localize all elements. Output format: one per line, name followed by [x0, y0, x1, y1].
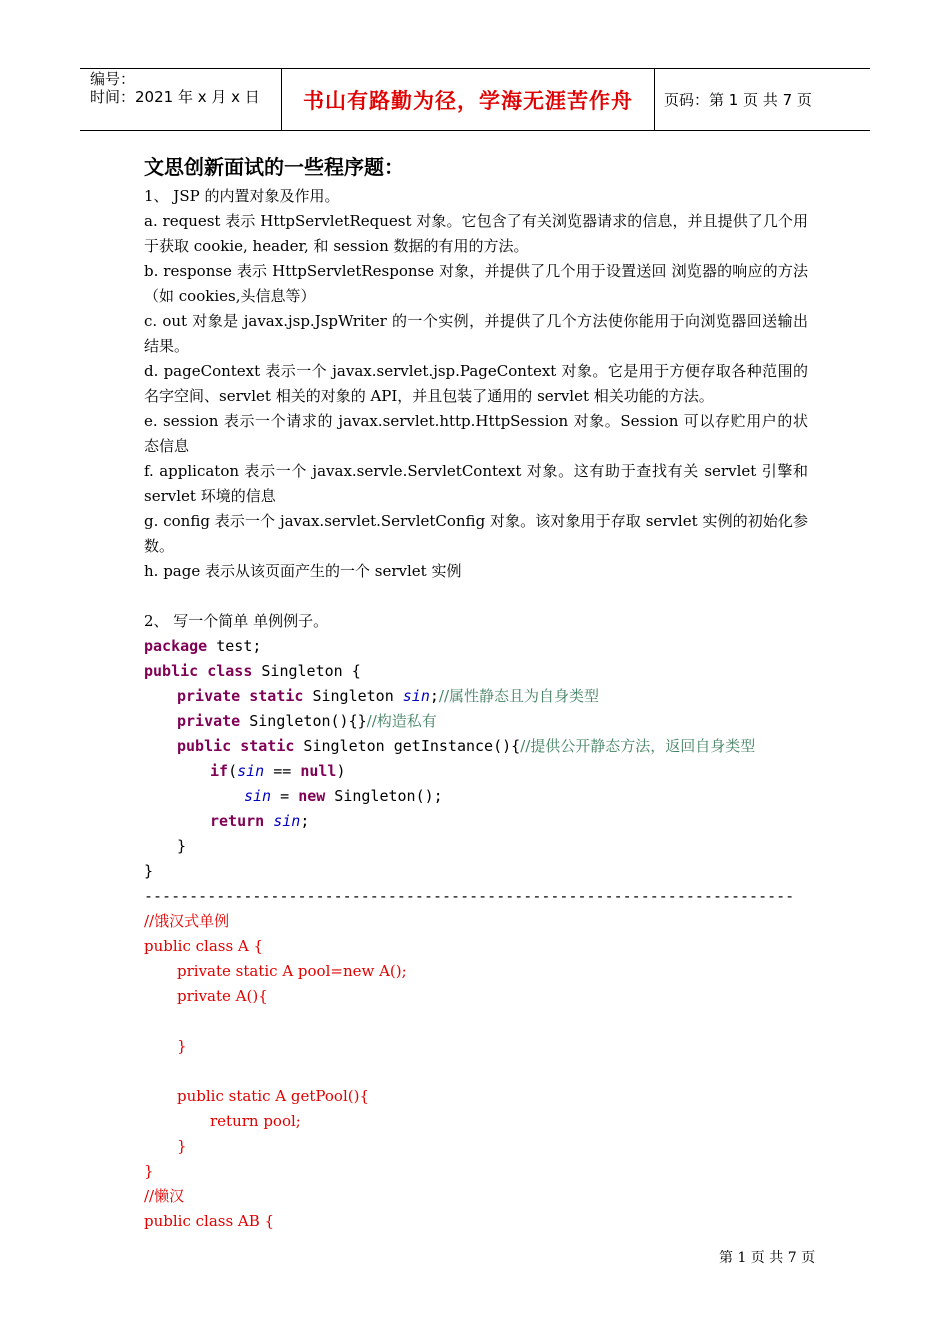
- q1-item-d: d. pageContext 表示一个 javax.servlet.jsp.PageContext 对象。它是用于方便存取各种范围的名字空间、servlet 相关的对象的 API，并且包装了通用的 servlet 相关功能的方法。: [144, 362, 808, 405]
- red-code-line: }: [177, 1037, 187, 1055]
- code-line: [144, 709, 808, 734]
- keyword: private static: [177, 687, 304, 705]
- code-line: [144, 734, 808, 759]
- red-code-line: //懒汉: [144, 1187, 185, 1205]
- q2-heading: 2、 写一个简单 单例例子。: [144, 612, 329, 630]
- code-text: ;: [300, 812, 310, 830]
- document-body: [144, 150, 808, 1234]
- keyword: new: [298, 787, 326, 805]
- code-line: [144, 759, 808, 784]
- motto: 书山有路勤为径，学海无涯苦作舟: [303, 88, 633, 113]
- red-code-line: public class A {: [144, 937, 264, 955]
- red-code-line: [144, 1009, 808, 1034]
- code-text: Singleton: [303, 687, 403, 705]
- red-code-line: [144, 1059, 808, 1084]
- keyword: public static: [177, 737, 295, 755]
- red-code-line: }: [144, 1162, 154, 1180]
- q1-item-b: b. response 表示 HttpServletResponse 对象，并提供了几个用于设置送回 浏览器的响应的方法（如 cookies,头信息等）: [144, 262, 808, 305]
- q1-item-e: e. session 表示一个请求的 javax.servlet.http.HttpSession 对象。Session 可以存贮用户的状态信息: [144, 412, 808, 455]
- code-text: =: [271, 787, 299, 805]
- red-code-line: public class AB {: [144, 1212, 275, 1230]
- code-line: [144, 784, 808, 809]
- code-comment: //构造私有: [366, 712, 437, 730]
- code-text: ;: [429, 687, 439, 705]
- code-text: [264, 812, 273, 830]
- number-label: 编号：: [90, 70, 136, 88]
- keyword: return: [210, 812, 265, 830]
- page-footer: 第 1 页 共 7 页: [719, 1250, 816, 1266]
- code-text: (: [228, 762, 238, 780]
- red-code-line: public static A getPool(){: [177, 1087, 369, 1105]
- code-text: }: [177, 837, 187, 855]
- red-code-line: private A(){: [177, 987, 268, 1005]
- q1-item-c: c. out 对象是 javax.jsp.JspWriter 的一个实例，并提供了几个方法使你能用于向浏览器回送输出结果。: [144, 312, 808, 355]
- field-name: sin: [244, 787, 272, 805]
- hungry-singleton-code: [144, 909, 808, 1234]
- code-text: test;: [207, 637, 262, 655]
- q1-item-f: f. applicaton 表示一个 javax.servle.ServletContext 对象。这有助于查找有关 servlet 引擎和 servlet 环境的信息: [144, 462, 808, 505]
- document-title: 文思创新面试的一些程序题：: [144, 155, 404, 179]
- q1-item-g: g. config 表示一个 javax.servlet.ServletConfig 对象。该对象用于存取 servlet 实例的初始化参数。: [144, 512, 808, 555]
- field-name: sin: [402, 687, 430, 705]
- header-motto-cell: [282, 69, 655, 130]
- time-label: 时间：2021 年 x 月 x 日: [90, 88, 260, 106]
- q1-item-a: a. request 表示 HttpServletRequest 对象。它包含了有关浏览器请求的信息，并且提供了几个用于获取 cookie, header, 和 session 数据的有用的方法。: [144, 212, 808, 255]
- separator-line: ------------------------------------------------------------------------: [144, 887, 795, 905]
- field-name: sin: [273, 812, 301, 830]
- red-code-line: private static A pool=new A();: [177, 962, 407, 980]
- keyword: private: [177, 712, 241, 730]
- keyword: public class: [144, 662, 253, 680]
- red-code-line: //饿汉式单例: [144, 912, 230, 930]
- code-text: Singleton();: [325, 787, 443, 805]
- code-text: }: [144, 862, 154, 880]
- header-meta-cell: [80, 69, 282, 130]
- code-line: [144, 859, 808, 884]
- code-comment: //属性静态且为自身类型: [438, 687, 600, 705]
- field-name: sin: [237, 762, 265, 780]
- code-text: Singleton {: [252, 662, 361, 680]
- code-line: [144, 834, 808, 859]
- q1-heading: 1、 JSP 的内置对象及作用。: [144, 187, 340, 205]
- code-line: [144, 634, 808, 659]
- keyword: null: [300, 762, 337, 780]
- keyword: package: [144, 637, 208, 655]
- red-code-line: return pool;: [210, 1112, 301, 1130]
- code-line: [144, 809, 808, 834]
- red-code-line: }: [177, 1137, 187, 1155]
- header-page-info: 页码：第 1 页 共 7 页: [664, 91, 812, 109]
- header-page-cell: [655, 69, 870, 130]
- code-line: [144, 659, 808, 684]
- code-text: Singleton getInstance(){: [294, 737, 521, 755]
- page-header: [80, 68, 870, 131]
- code-block: [144, 634, 808, 884]
- keyword: if: [210, 762, 229, 780]
- code-text: ): [336, 762, 346, 780]
- spacer: [144, 584, 808, 609]
- code-line: [144, 684, 808, 709]
- code-comment: //提供公开静态方法，返回自身类型: [520, 737, 756, 755]
- q1-item-h: h. page 表示从该页面产生的一个 servlet 实例: [144, 562, 462, 580]
- code-text: Singleton(){}: [240, 712, 367, 730]
- code-text: ==: [264, 762, 301, 780]
